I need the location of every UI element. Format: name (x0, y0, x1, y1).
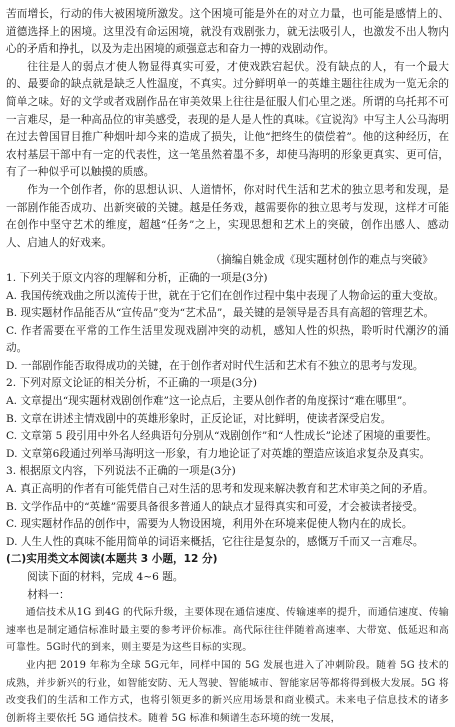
question-3-option-b: B. 文学作品中的“英雄”需要具备很多普通人的缺点才显得真实和可爱，才会被读者接受。 (6, 500, 424, 513)
section-2-header: (二)实用类文本阅读(本题共 3 小题，12 分) (6, 553, 218, 566)
question-3-option-a: A. 真正高明的作者有可能凭借自己对生活的思考和发现来解决教育和艺术审美之间的矛盾。 (6, 483, 434, 496)
question-1-option-a: A. 我国传统戏曲之所以流传于世，就在于它们在创作过程中集中表现了人物命运的重大变故。 (6, 289, 445, 302)
question-1-option-b: B. 现实题材作品能否从“宣传品”变为“艺术品”，最关键的是领导是否具有高超的管理艺术。 (6, 307, 435, 320)
question-2 (6, 375, 449, 463)
question-2-option-d: D. 文章第6段通过列举马海明这一形象，有力地论证了对英雄的塑造应该追求复杂及真实。 (6, 447, 431, 460)
question-1-stem: 1. 下列关于原文内容的理解和分析，正确的一项是(3分) (6, 271, 268, 284)
passage-paragraph-1: 苦而增长，行动的伟大被困境所激发。这个困境可能是外在的对立力量，也可能是感情上的、道德选择上的困境。这里没有命运困境，就没有戏剧张力，就无法吸引人，也激发不出人物内心的矛盾和挣扎，以及为走出困境的顽强意志和奋力一搏的戏剧动作。 (6, 8, 449, 56)
question-3-option-d: D. 人生人性的真味不能用简单的词语来概括，它往往是复杂的，感慨万千而又一言难尽。 (6, 535, 424, 548)
passage-paragraph-2: 往往是人的弱点才使人物显得真实可爱，才使戏跌宕起伏。没有缺点的人，有一个最大的、最要命的缺点就是缺乏人性温度，不真实。过分鲜明单一的英雄主题往往成为一览无余的简单之味。好的文学或者戏剧作品在审美效果上往往是征服人们心里之迷。所谓的乌托邦不可一言难尽，是一种高品位的审美感受，表现的是人是人性的真味。《宣说沟》中写主人公马海明在过去曾国冒目推广种烟叶却今来的造成了损失，让他“把终生的债偿着”。他的这种经历，在农村基层干部中有一定的代表性，这一笔虽然着墨不多，却使马海明的形象更真实、更可信，有了一种似乎可以触摸的质感。 (6, 60, 449, 179)
question-3 (6, 463, 449, 551)
material-1-label: 材料一： (27, 588, 70, 601)
material-1-paragraph-1: 通信技术从1G 到4G 的代际升级，主要体现在通信速度、传输速率的提升，而通信速度、传输速率也是制定通信标准时最主要的参考评价标准。高代际往往伴随着高速率、大带宽、低延迟和高可靠性。5G时代的到来，则主要是为这些目标的实现。 (6, 607, 449, 654)
question-3-option-c: C. 现实题材作品的创作中，需要为人物设困境，利用外在环境来促使人物内在的成长。 (6, 518, 413, 531)
question-2-option-a: A. 文章提出“现实题材戏剧创作难”这一论点后，主要从创作者的角度探讨“难在哪里”。 (6, 395, 413, 408)
question-1 (6, 270, 449, 376)
passage-source: （摘编自姚金成《现实题材创作的难点与突破》 (210, 254, 433, 267)
question-2-option-c: C. 文章第 5 段引用中外名人经典语句分别从“戏剧创作”和“人性成长”论述了困境的重要性。 (6, 430, 437, 443)
question-2-stem: 2. 下列对原文论证的相关分析，不正确的一项是(3分) (6, 377, 257, 390)
question-3-stem: 3. 根据原文内容，下列说法不正确的一项是(3分) (6, 465, 236, 478)
material-1-paragraph-2: 业内把 2019 年称为全球 5G元年，同样中国的 5G 发展也进入了冲刺阶段。随着 5G 技术的成熟，并步新兴的行业，如智能安防、无人驾驶、智能城市、智能家居等都将得到极大发展。5G 将改变我们的生活和工作方式，也将引领更多的新兴应用场景和商业模式。未来电子信息技术的诸多创新将主要依托 5G 通信技术。随着 5G 标准和频谱生态环境的统一发展， (6, 659, 449, 724)
passage-paragraph-3: 作为一个创作者，你的思想认识、人道情怀，你对时代生活和艺术的独立思考和发现，是一部剧作能否成功、出新突破的关键。越是任务戏，越需要你的独立思考与发现，这样才可能在创作中坚守艺术的维度，超越“任务”之上，实现思想和艺术上的突破，创作出感人、感动人、启迪人的好戏来。 (6, 183, 449, 249)
section-2-instruction: 阅读下面的材料，完成 4~6 题。 (27, 571, 184, 583)
question-1-option-d: D. 一部剧作能否取得成功的关键，在于创作者对时代生活和艺术有不独立的思考与发现。 (6, 359, 424, 372)
question-2-option-b: B. 文章在讲述主情戏剧中的英雄形象时，正反论证，对比鲜明，使读者深受启发。 (6, 412, 392, 425)
question-1-option-c: C. 作者需要在平常的工作生活里发现戏剧冲突的动机，感知人性的炽热，聆听时代潮汐的涌动。 (6, 324, 449, 355)
